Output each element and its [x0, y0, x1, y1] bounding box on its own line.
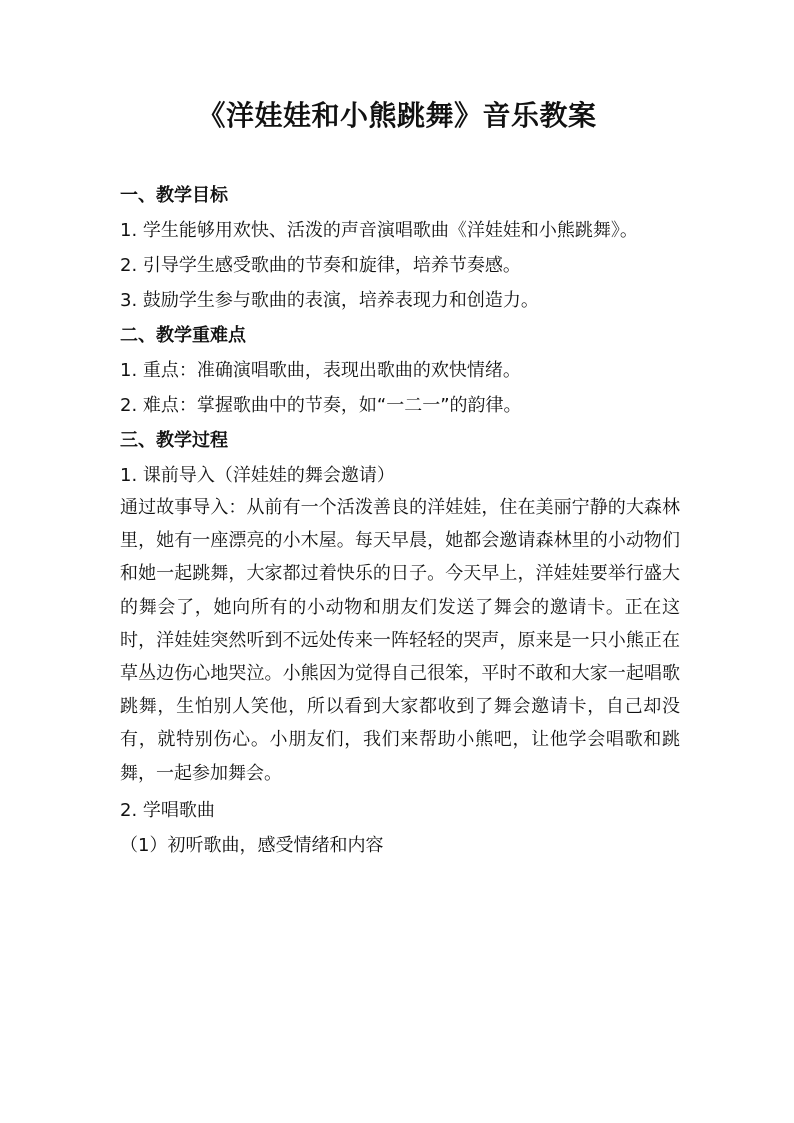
process-step-1-title: 1. 课前导入（洋娃娃的舞会邀请） — [120, 465, 395, 486]
process-step-1-text: 通过故事导入：从前有一个活泼善良的洋娃娃，住在美丽宁静的大森林里，她有一座漂亮的小木屋。每天早晨，她都会邀请森林里的小动物们和她一起跳舞，大家都过着快乐的日子。今天早上，洋娃娃要举行盛大的舞会了，她向所有的小动物和朋友们发送了舞会的邀请卡。正在这时，洋娃娃突然听到不远处传来一阵轻轻的哭声，原来是一只小熊正在草丛边伤心地哭泣。小熊因为觉得自己很笨，平时不敢和大家一起唱歌跳舞，生怕别人笑他，所以看到大家都收到了舞会邀请卡，自己却没有，就特别伤心。小朋友们，我们来帮助小熊吧，让他学会唱歌和跳舞，一起参加舞会。 — [120, 497, 680, 784]
objective-item-3: 3. 鼓励学生参与歌曲的表演，培养表现力和创造力。 — [120, 290, 539, 311]
key-point-item-2: 2. 难点：掌握歌曲中的节奏，如“一二一”的韵律。 — [120, 395, 522, 416]
section-heading-key-points: 二、教学重难点 — [120, 325, 246, 346]
section-heading-process: 三、教学过程 — [120, 430, 228, 451]
document-body — [120, 180, 680, 861]
process-step-2-sub-1: （1）初听歌曲，感受情绪和内容 — [120, 834, 384, 856]
document-title: 《洋娃娃和小熊跳舞》音乐教案 — [197, 99, 597, 132]
objective-item-2: 2. 引导学生感受歌曲的节奏和旋律，培养节奏感。 — [120, 255, 521, 276]
key-point-item-1: 1. 重点：准确演唱歌曲，表现出歌曲的欢快情绪。 — [120, 360, 521, 381]
process-step-2-title: 2. 学唱歌曲 — [120, 799, 215, 821]
section-heading-objectives: 一、教学目标 — [120, 185, 228, 206]
objective-item-1: 1. 学生能够用欢快、活泼的声音演唱歌曲《洋娃娃和小熊跳舞》。 — [120, 220, 638, 241]
